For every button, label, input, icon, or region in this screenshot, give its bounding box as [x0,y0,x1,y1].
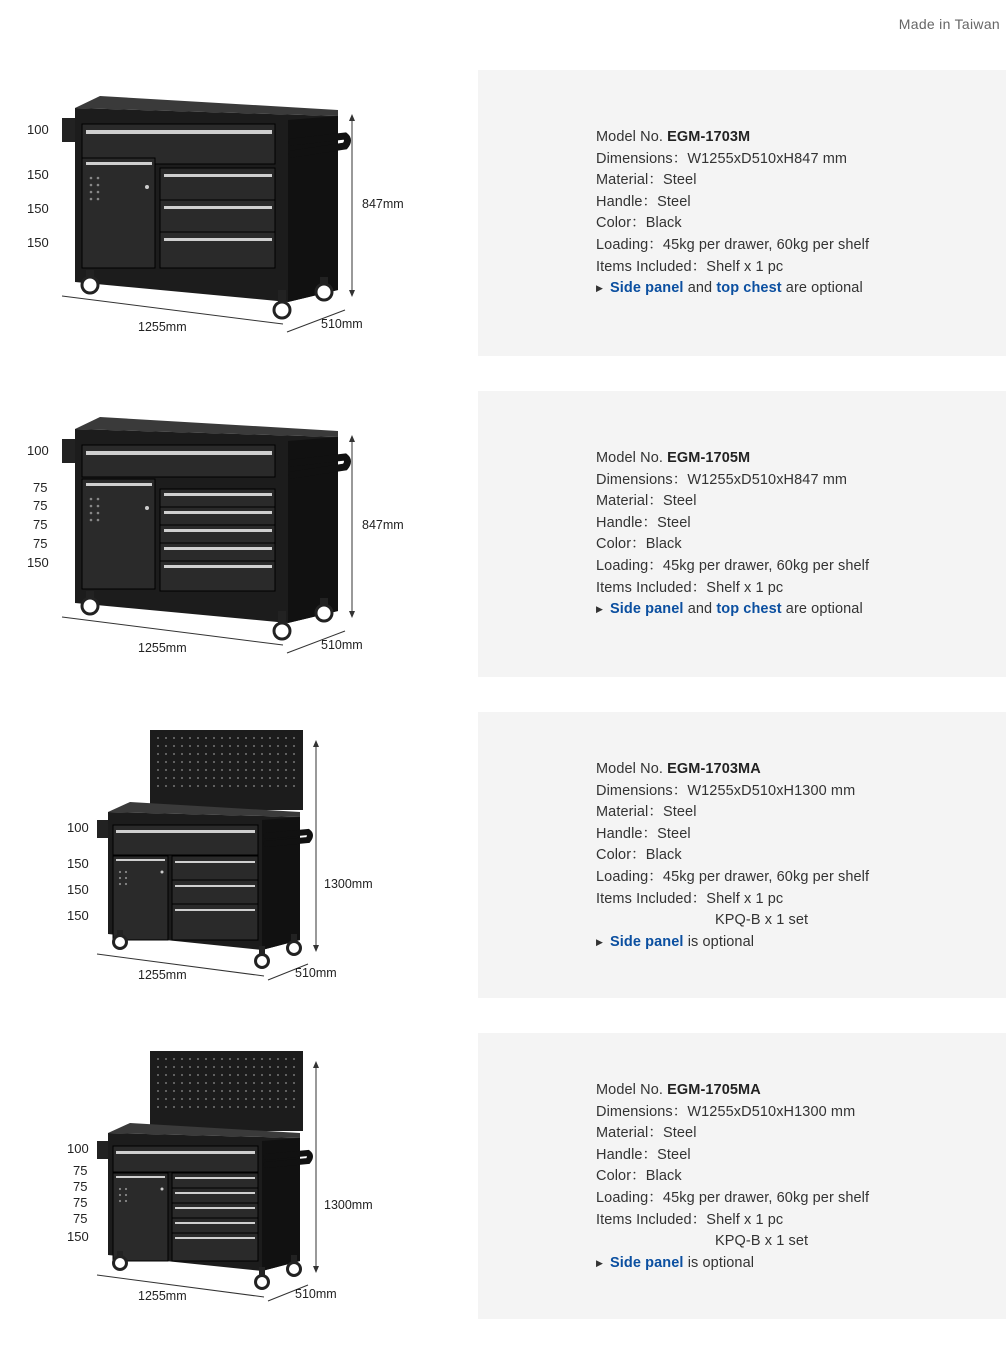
drawer-height-label: 100 [27,122,49,137]
optional-note[interactable] [596,278,869,301]
drawer-height-label: 75 [33,480,48,495]
items-line: Items Included：Shelf x 1 pc [596,890,784,907]
product-egm-1703m [0,70,1006,356]
drawer-height-label: 150 [67,1229,89,1244]
top-chest-link[interactable]: top chest [716,280,782,297]
optional-tail: are optional [781,280,863,297]
color-line: Color：Black [596,847,682,864]
spec-panel [478,1033,1006,1319]
items-extra: KPQ-B x 1 set [715,1233,809,1250]
optional-note[interactable] [596,932,869,955]
height-dimension: 847mm [362,518,404,532]
optional-join: and [683,280,717,297]
spec-list [596,759,869,954]
product-egm-1703ma [0,712,1006,998]
handle-line: Handle：Steel [596,825,691,842]
material-line: Material：Steel [596,172,697,189]
model-number: EGM-1705MA [667,1082,761,1098]
drawer-height-label: 75 [73,1179,88,1194]
width-dimension: 1255mm [138,1289,187,1303]
model-label: Model No. [596,1082,663,1098]
product-drawing [0,391,470,677]
material-line: Material：Steel [596,493,697,510]
side-panel-link[interactable]: Side panel [610,933,684,950]
drawer-height-label: 150 [27,201,49,216]
model-line [596,759,869,781]
handle-line: Handle：Steel [596,193,691,210]
material-line: Material：Steel [596,804,697,821]
model-number: EGM-1705M [667,450,751,466]
dimensions-line: Dimensions：W1255xD510xH847 mm [596,471,848,488]
product-egm-1705m [0,391,1006,677]
drawer-height-label: 150 [27,235,49,250]
triangle-bullet-icon: ▶ [596,283,604,294]
made-in-label: Made in Taiwan [898,16,1000,32]
model-number: EGM-1703M [667,129,751,145]
model-label: Model No. [596,450,663,466]
width-dimension: 1255mm [138,320,187,334]
optional-join: and [683,601,717,618]
model-line [596,1080,869,1102]
triangle-bullet-icon: ▶ [596,1257,604,1268]
product-drawing [0,70,470,356]
drawer-height-label: 150 [27,167,49,182]
handle-line: Handle：Steel [596,514,691,531]
loading-line: Loading：45kg per drawer, 60kg per shelf [596,868,870,885]
dimensions-line: Dimensions：W1255xD510xH1300 mm [596,782,856,799]
spec-panel [478,70,1006,356]
handle-line: Handle：Steel [596,1146,691,1163]
dimensions-line: Dimensions：W1255xD510xH847 mm [596,150,848,167]
spec-list [596,1080,869,1275]
height-dimension: 1300mm [324,877,373,891]
model-line [596,127,869,149]
drawer-height-label: 75 [33,536,48,551]
drawer-height-label: 150 [67,882,89,897]
optional-tail: is optional [683,933,755,950]
height-dimension: 1300mm [324,1198,373,1212]
items-extra: KPQ-B x 1 set [715,912,809,929]
top-chest-link[interactable]: top chest [716,601,782,618]
depth-dimension: 510mm [295,966,337,980]
items-line: Items Included：Shelf x 1 pc [596,579,784,596]
items-line: Items Included：Shelf x 1 pc [596,258,784,275]
color-line: Color：Black [596,536,682,553]
product-drawing [0,1033,470,1319]
optional-note[interactable] [596,599,869,622]
loading-line: Loading：45kg per drawer, 60kg per shelf [596,236,870,253]
dimensions-line: Dimensions：W1255xD510xH1300 mm [596,1103,856,1120]
color-line: Color：Black [596,215,682,232]
width-dimension: 1255mm [138,641,187,655]
side-panel-link[interactable]: Side panel [610,601,684,618]
width-dimension: 1255mm [138,968,187,982]
color-line: Color：Black [596,1168,682,1185]
items-extra-line [596,1231,869,1253]
drawer-height-label: 100 [67,1141,89,1156]
drawer-height-label: 100 [67,820,89,835]
depth-dimension: 510mm [321,638,363,652]
model-number: EGM-1703MA [667,761,761,777]
spec-panel [478,391,1006,677]
side-panel-link[interactable]: Side panel [610,1254,684,1271]
product-drawing [0,712,470,998]
product-egm-1705ma [0,1033,1006,1319]
drawer-height-label: 75 [73,1195,88,1210]
loading-line: Loading：45kg per drawer, 60kg per shelf [596,1189,870,1206]
model-line [596,448,869,470]
optional-tail: are optional [781,601,863,618]
height-dimension: 847mm [362,197,404,211]
drawer-height-label: 100 [27,443,49,458]
triangle-bullet-icon: ▶ [596,936,604,947]
model-label: Model No. [596,129,663,145]
material-line: Material：Steel [596,1125,697,1142]
drawer-height-label: 150 [67,856,89,871]
drawer-height-label: 150 [67,908,89,923]
drawer-height-label: 75 [73,1163,88,1178]
optional-note[interactable] [596,1253,869,1276]
drawer-height-label: 75 [33,498,48,513]
items-extra-line [596,910,869,932]
spec-list [596,448,869,622]
side-panel-link[interactable]: Side panel [610,280,684,297]
spec-panel [478,712,1006,998]
items-line: Items Included：Shelf x 1 pc [596,1211,784,1228]
model-label: Model No. [596,761,663,777]
triangle-bullet-icon: ▶ [596,604,604,615]
depth-dimension: 510mm [321,317,363,331]
optional-tail: is optional [683,1254,755,1271]
drawer-height-label: 75 [33,517,48,532]
drawer-height-label: 150 [27,555,49,570]
depth-dimension: 510mm [295,1287,337,1301]
loading-line: Loading：45kg per drawer, 60kg per shelf [596,557,870,574]
drawer-height-label: 75 [73,1211,88,1226]
spec-list [596,127,869,301]
